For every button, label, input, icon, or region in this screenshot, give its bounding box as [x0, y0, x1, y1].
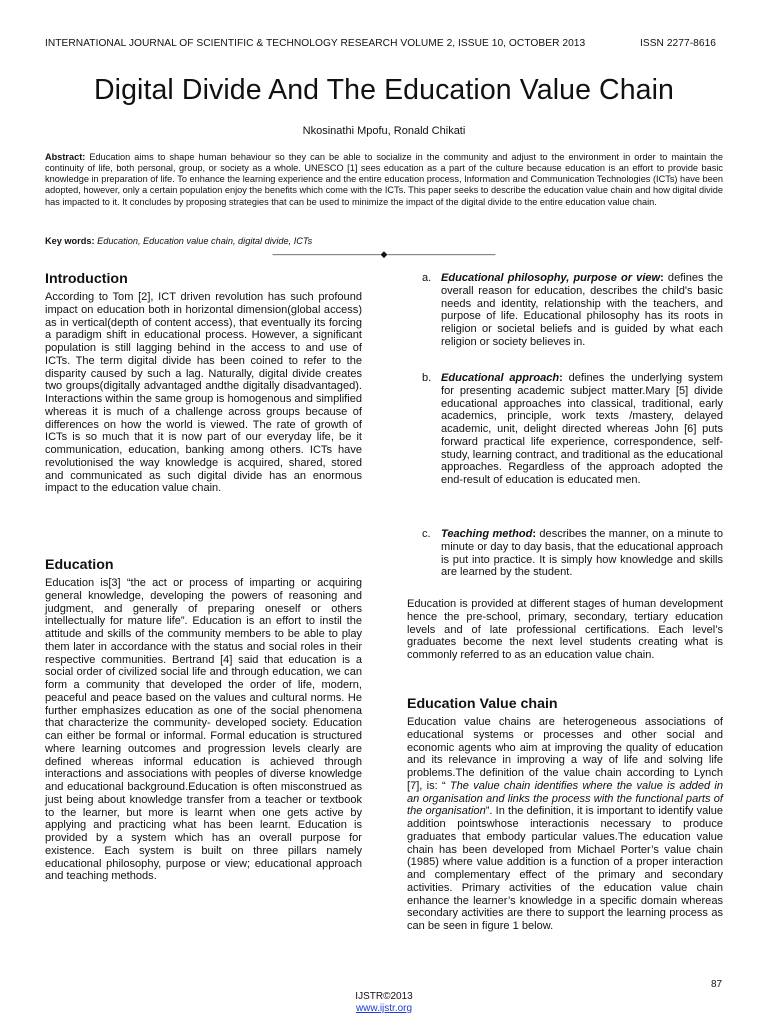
- page-number: 87: [711, 979, 723, 990]
- journal-header: [45, 38, 716, 49]
- value-chain-quote: The value chain identifies where the value is added in an organisation and links the process with the functional parts of the organisation: [407, 779, 723, 818]
- value-chain-text: [407, 716, 723, 933]
- list-term: Teaching method: [441, 528, 533, 540]
- value-chain-text-before: Education value chains are heterogeneous associations of educational systems or processes and other social and economic agents who aim at improving the quality of education and its relevance in improving a way of life and solving life problems.The definition of the value chain according to Lynch [7], is: “: [407, 716, 723, 792]
- keywords: [45, 236, 312, 246]
- abstract: [45, 152, 723, 208]
- journal-name: INTERNATIONAL JOURNAL OF SCIENTIFIC & TECHNOLOGY RESEARCH VOLUME 2, ISSUE 10, OCTOBER 2013: [45, 38, 586, 49]
- authors: Nkosinathi Mpofu, Ronald Chikati: [302, 125, 466, 137]
- introduction-text: According to Tom [2], ICT driven revolution has such profound impact on education both in horizontal dimension(global access) as in vertical(depth of content access), that eventually its forcing a paradigm shift in educational process. However, a significant population is still lagging behind in the access to and use of ICTs. The term digital divide has been coined to refer to the disparity caused by such a lag. Naturally, digital divide creates two groups(digitally advantaged andthe digitally disadvantaged). Interactions within the same group is homogenous and simplified whereas it is much of a challenge across groups because of differences on how the world is viewed. The rate of growth of ICTs is so much that it is now part of our everyday life, be it communication, education, banking among others. ICTs have revolutionised the way knowledge is acquired, shared, stored and communicated as such digital divide has an enormous impact to the education value chain.: [45, 291, 362, 495]
- section-divider: ————————————◆————————————: [272, 249, 496, 259]
- list-term: Educational approach: [441, 372, 560, 384]
- list-item-teaching-method: [422, 528, 723, 579]
- list-item-educational-philosophy: [422, 272, 723, 349]
- footer: [0, 991, 768, 1015]
- heading-education-value-chain: Education Value chain: [407, 696, 558, 712]
- value-chain-text-after: ”. In the definition, it is important to identify value addition pointswhose interactionis necessary to produce graduates that embody particular values.The education value chain has been developed from Michael Porter’s value chain (1985) where value addition is a function of a proper interaction and complementary effect of the primary and secondary activities. Primary activities of the education value chain enhance the learner’s knowledge in a specific domain whereas secondary activities are there to support the learning process as can be seen in figure 1 below.: [407, 805, 723, 932]
- list-term-colon: :: [660, 272, 664, 284]
- list-text: defines the underlying system for presenting academic subject matter.Mary [5] divide educational approaches into classical, traditional, early academics, principle, work texts /mastery, delayed academic, unit, delight directed whereas John [6] puts forward practical life experience, correspondence, self-study, learning contract, and traditional as the educational approaches. Regardless of the approach adopted the end-result of education is educated men.: [441, 372, 723, 486]
- list-term-colon: :: [532, 528, 537, 540]
- list-marker: a.: [422, 272, 432, 284]
- publisher-copyright: IJSTR©2013: [355, 991, 413, 1002]
- list-marker: b.: [422, 372, 432, 384]
- list-text: describes the manner, on a minute to minute or day to day basis, that the educational approach is put into practice. It is simply how knowledge and skills are learned by the student.: [441, 528, 723, 579]
- list-text: defines the overall reason for education, describes the child's basic needs and identity, relationship with the teachers, and purpose of life. Educational philosophy has its roots in religion or societal beliefs and is guided by what each religion or society believes in.: [441, 272, 723, 348]
- heading-introduction: Introduction: [45, 271, 128, 287]
- keywords-label: Key words:: [45, 236, 95, 246]
- heading-education: Education: [45, 557, 114, 573]
- list-marker: c.: [422, 528, 431, 540]
- list-term: Educational philosophy, purpose or view: [441, 272, 661, 284]
- list-item-educational-approach: [422, 372, 723, 487]
- journal-website-link[interactable]: www.ijstr.org: [355, 1003, 413, 1014]
- paper-title: Digital Divide And The Education Value Chain: [93, 74, 675, 106]
- abstract-label: Abstract:: [45, 152, 86, 162]
- list-term-colon: :: [559, 372, 563, 384]
- education-stages-text: Education is provided at different stages of human development hence the pre-school, primary, secondary, tertiary education levels and of late professional certifications. Each level’s graduates become the next level students creating what is commonly referred to as an education value chain.: [407, 598, 723, 661]
- education-text: Education is[3] “the act or process of imparting or acquiring general knowledge, developing the powers of reasoning and judgment, and generally of preparing oneself or others intellectually for mature life”. Education is an effort to instil the attitude and skills of the community members to be able to play them later in accordance with the status and social roles in their respective communities. Bertrand [4] said that education is a social order of civilized social life and through education, we can form a community that developed the order of life, modern, peaceful and peace based on the values and cultural norms. He further emphasizes education as one of the social phenomena that characterize the community- developed society. Education can either be formal or informal. Formal education is structured where learning outcomes and progression levels clearly are defined whereas informal education is achieved through interactions and associations with peoples of diverse knowledge and educational background.Education is often misconstrued as just being about knowledge transfer from a teacher or textbook to the learner, but more is learnt when one gets active by applying and practicing what has been learnt. Education is provided by a system which has an overall purpose for existence. Each system is built on three pillars namely educational philosophy, purpose or view; educational approach and teaching methods.: [45, 577, 362, 883]
- abstract-text: Education aims to shape human behaviour so they can be able to socialize in the community and adjust to the environment in order to maintain the continuity of life, both personal, group, or society as a whole. UNESCO [1] sees education as a part of the culture because education is an effort to provide basic knowledge in preparation of life. To enhance the learning experience and the entire education process, Information and Communication Technologies (ICTs) have been adopted, however, only a certain population enjoy the benefits which come with the ICTs. This paper seeks to describe the education value chain and how digital divide has impacted to it. It concludes by proposing strategies that can be used to minimize the impact of the digital divide to the entire education value chain.: [45, 152, 723, 207]
- issn: ISSN 2277-8616: [639, 38, 716, 49]
- keywords-values: Education, Education value chain, digital divide, ICTs: [94, 236, 313, 246]
